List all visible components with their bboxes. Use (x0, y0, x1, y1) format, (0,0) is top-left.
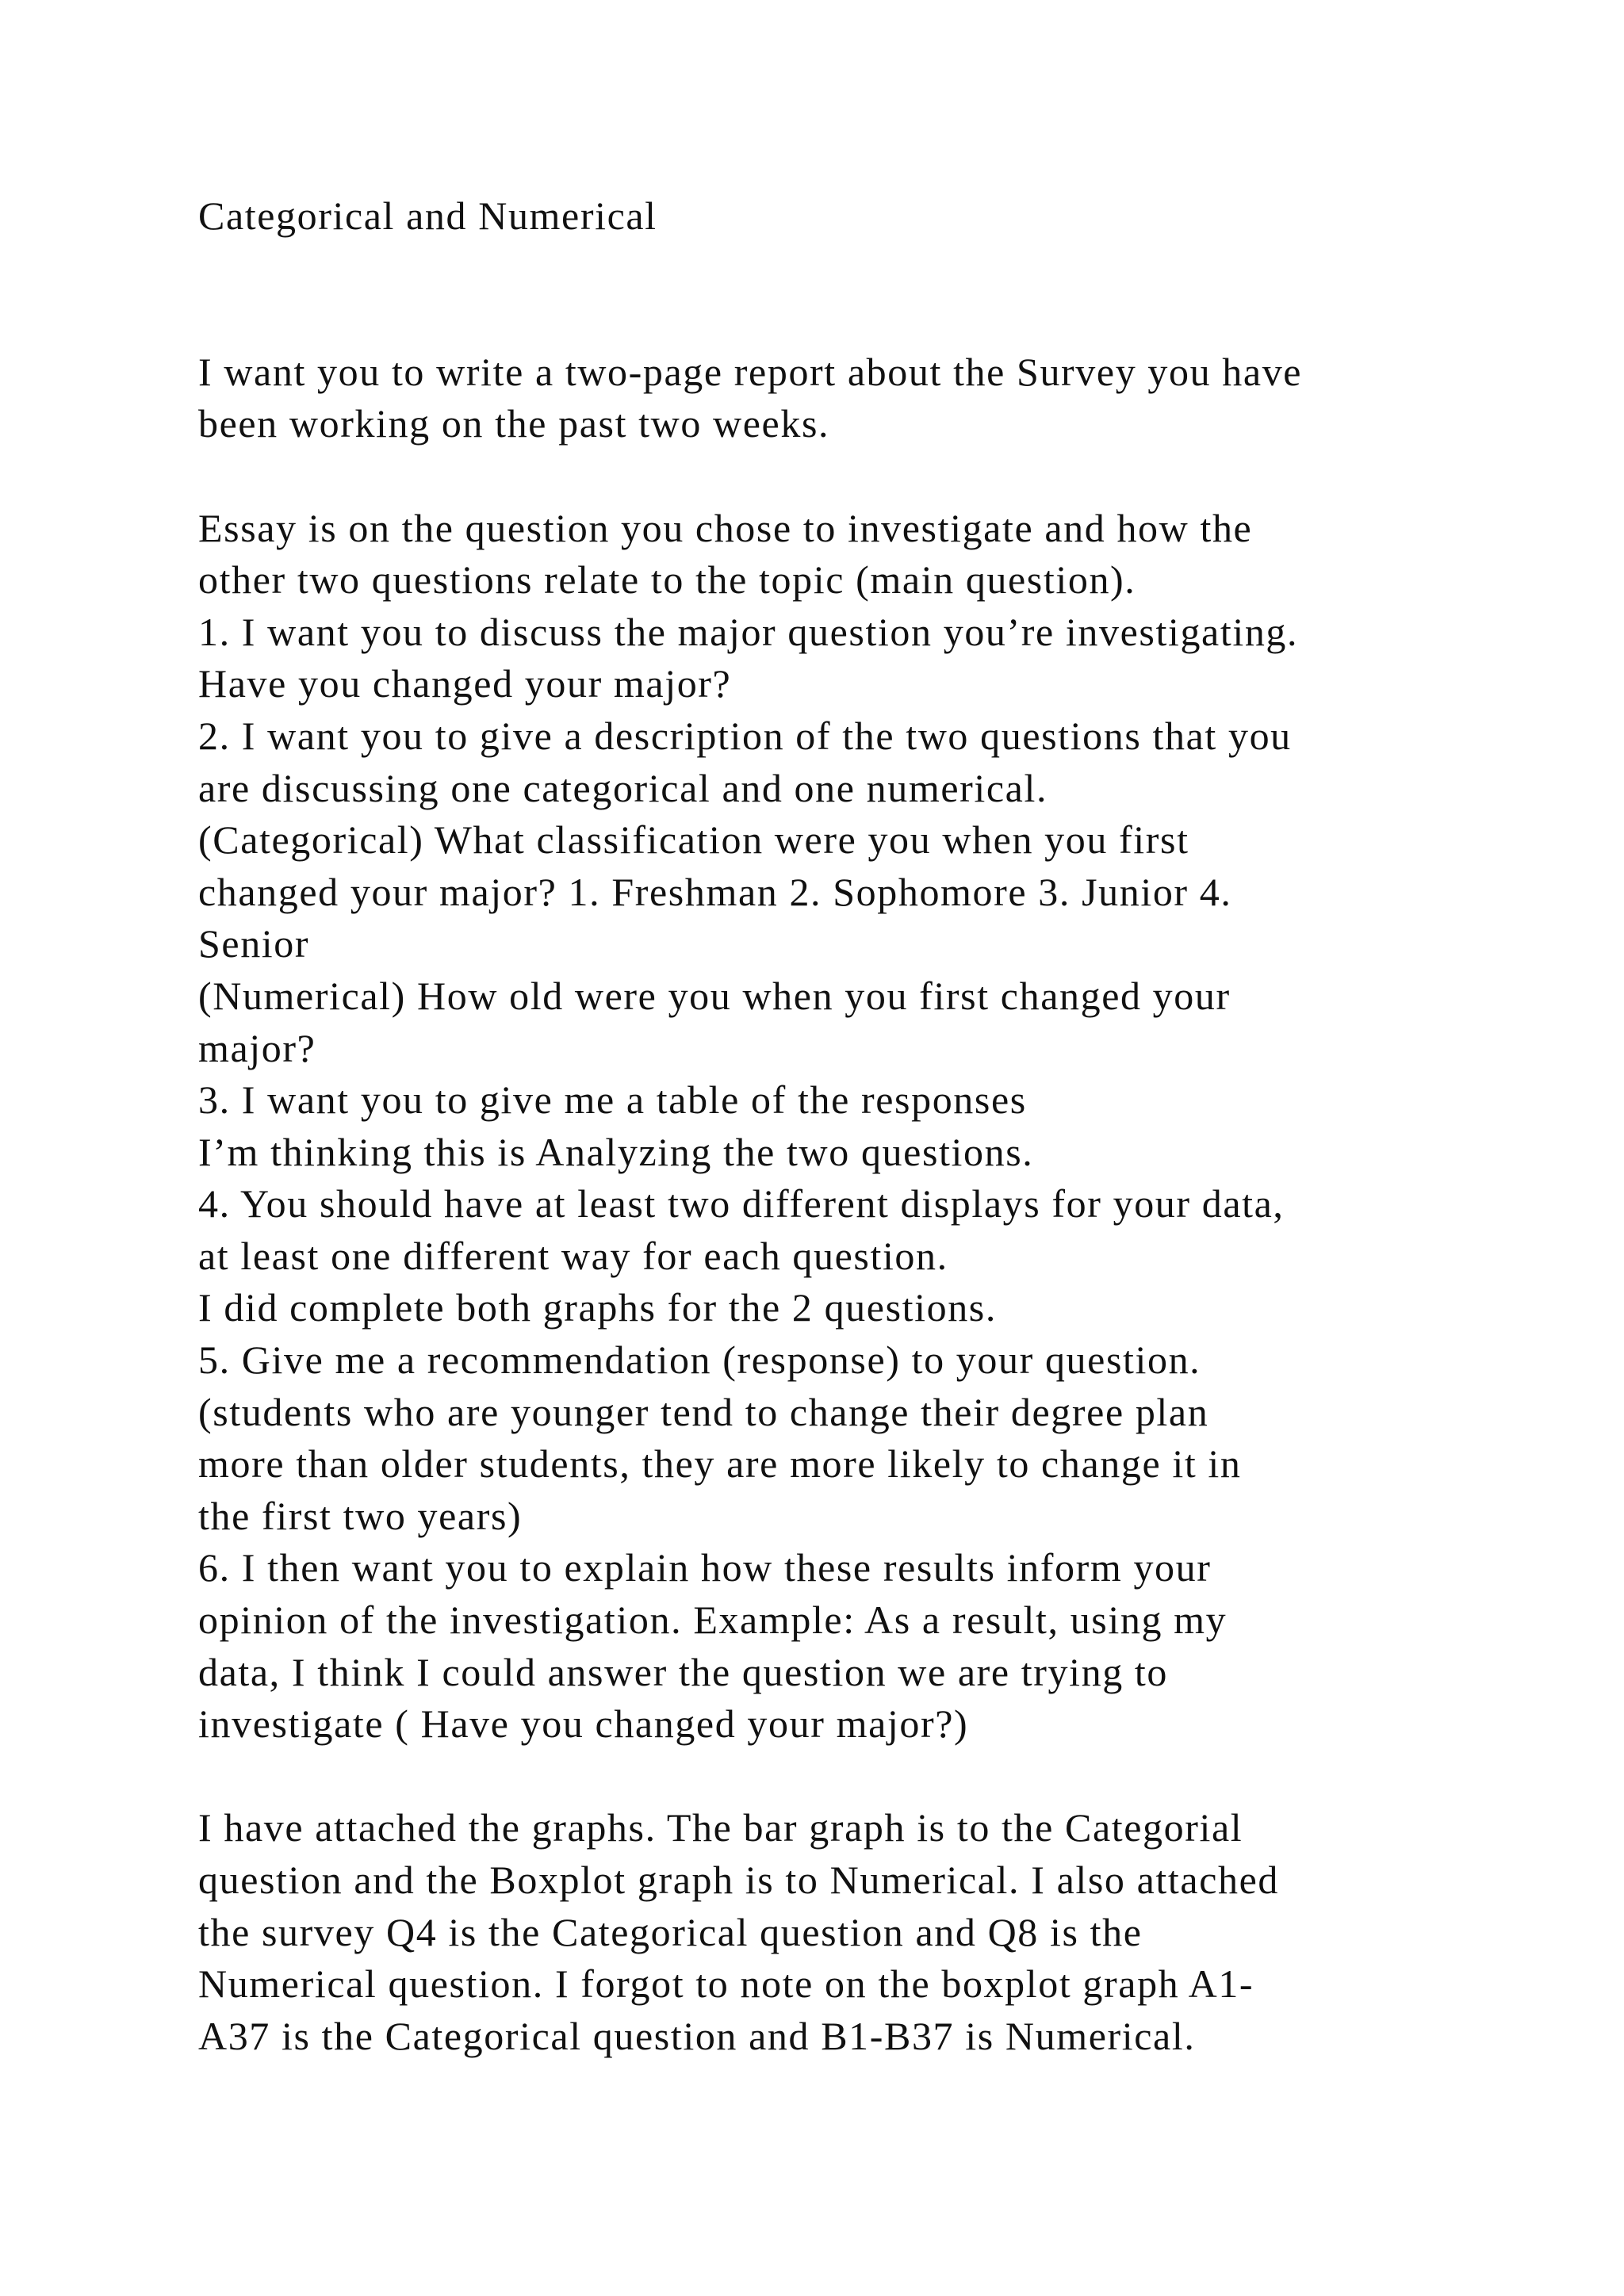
body-line: opinion of the investigation. Example: As a result, using my (198, 1598, 1228, 1643)
body-line: I want you to write a two-page report about the Survey you have (198, 349, 1303, 394)
body-line: question and the Boxplot graph is to Numerical. I also attached (198, 1858, 1279, 1902)
body-line: Essay is on the question you chose to investigate and how the (198, 505, 1253, 550)
body-line: 4. You should have at least two different displays for your data, (198, 1181, 1285, 1226)
body-line: Senior (198, 921, 310, 966)
body-line: data, I think I could answer the question we are trying to (198, 1649, 1169, 1694)
body-line (198, 1751, 1546, 1803)
body-line: I’m thinking this is Analyzing the two questions. (198, 1129, 1034, 1174)
body-line: are discussing one categorical and one numerical. (198, 765, 1048, 810)
body-line: at least one different way for each question. (198, 1233, 948, 1278)
body-line: Have you changed your major? (198, 661, 732, 706)
body-line: major? (198, 1025, 316, 1070)
body-line: A37 is the Categorical question and B1-B37 is Numerical. (198, 2013, 1196, 2058)
body-line: I did complete both graphs for the 2 questions. (198, 1285, 997, 1330)
body-line: (Categorical) What classification were you when you first (198, 817, 1189, 863)
body-line: I have attached the graphs. The bar graph is to the Categorial (198, 1805, 1243, 1850)
body-line: the survey Q4 is the Categorical question and Q8 is the (198, 1909, 1143, 1954)
body-line: 1. I want you to discuss the major question you’re investigating. (198, 609, 1299, 654)
spacer (198, 243, 1546, 295)
body-line: Numerical question. I forgot to note on the boxplot graph A1- (198, 1961, 1254, 2007)
body-line (198, 450, 1546, 503)
spacer (198, 294, 1546, 346)
body-line: 5. Give me a recommendation (response) to your question. (198, 1337, 1201, 1383)
document-body (198, 190, 1546, 2062)
body-line: other two questions relate to the topic (main question). (198, 557, 1136, 603)
body-line: 3. I want you to give me a table of the responses (198, 1077, 1027, 1123)
body-line: the first two years) (198, 1493, 523, 1538)
body-line: 6. I then want you to explain how these results inform your (198, 1545, 1212, 1590)
body-line: more than older students, they are more likely to change it in (198, 1441, 1242, 1487)
document-title: Categorical and Numerical (198, 193, 657, 238)
body-line: (Numerical) How old were you when you first changed your (198, 973, 1231, 1018)
body-line: (students who are younger tend to change their degree plan (198, 1389, 1209, 1434)
body-line: been working on the past two weeks. (198, 401, 830, 446)
body-line: investigate ( Have you changed your major?) (198, 1701, 969, 1747)
body-line: changed your major? 1. Freshman 2. Sophomore 3. Junior 4. (198, 869, 1232, 914)
body-line: 2. I want you to give a description of the two questions that you (198, 713, 1292, 758)
